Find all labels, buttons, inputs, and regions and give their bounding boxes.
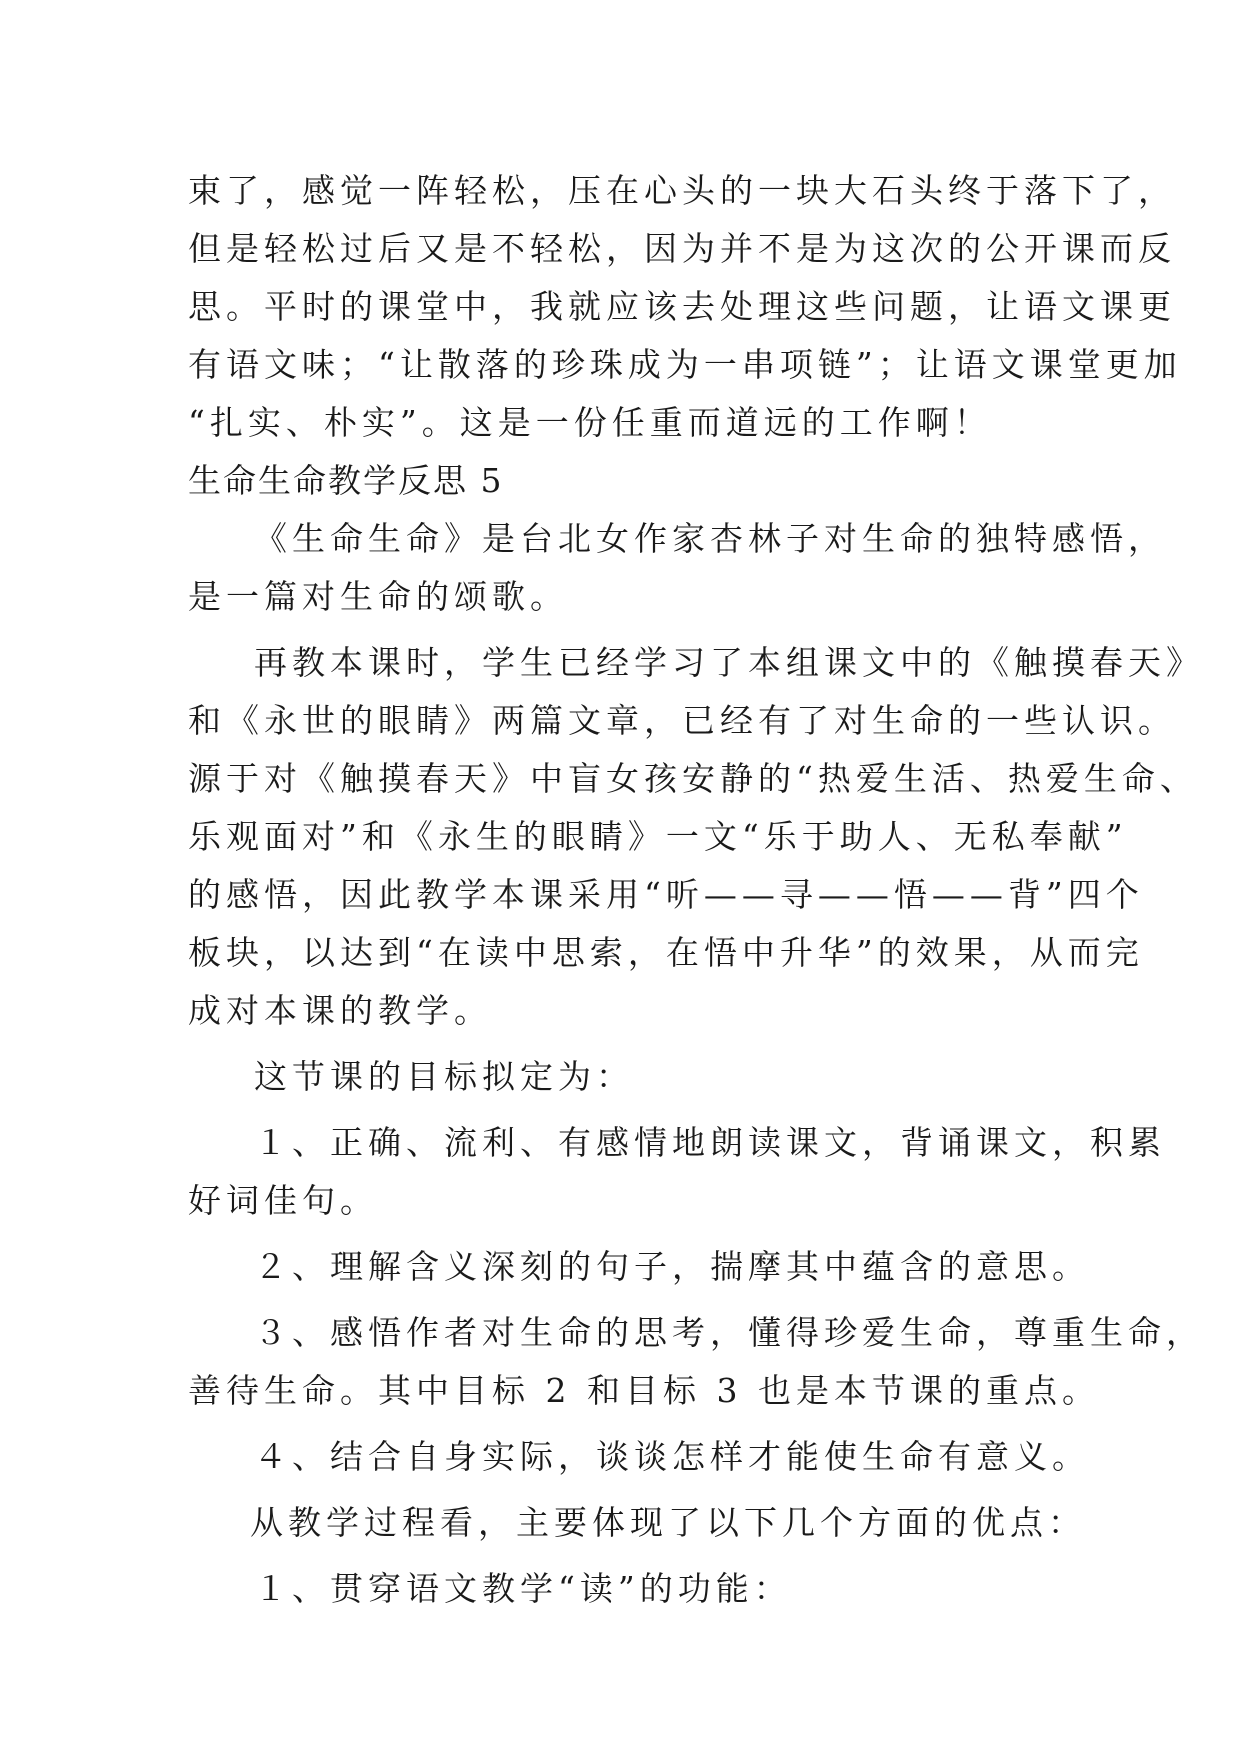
goal-item-4: ４、结合自身实际，谈谈怎样才能使生命有意义。 xyxy=(254,1437,1090,1476)
text-line: 束了，感觉一阵轻松，压在心头的一块大石头终于落下了， xyxy=(188,171,1176,210)
paragraph-line: 成对本课的教学。 xyxy=(188,991,492,1030)
paragraph-line: 源于对《触摸春天》中盲女孩安静的“热爱生活、热爱生命、 xyxy=(188,759,1198,798)
paragraph-line: 《生命生命》是台北女作家杏林子对生命的独特感悟， xyxy=(254,519,1166,558)
goal-item-1: １、正确、流利、有感情地朗读课文，背诵课文，积累 xyxy=(254,1123,1166,1162)
text-line: 思。平时的课堂中，我就应该去处理这些问题，让语文课更 xyxy=(188,287,1176,326)
goal-item-3-cont: 善待生命。其中目标 2 和目标 3 也是本节课的重点。 xyxy=(188,1371,1100,1410)
goal-item-1-cont: 好词佳句。 xyxy=(188,1181,378,1220)
text-line: “扎实、朴实”。这是一份任重而道远的工作啊！ xyxy=(188,403,992,442)
paragraph-line: 乐观面对”和《永生的眼睛》一文“乐于助人、无私奉献” xyxy=(188,817,1128,856)
point-item-1: １、贯穿语文教学“读”的功能： xyxy=(254,1569,792,1608)
document-body xyxy=(188,162,1204,1618)
goal-intro: 这节课的目标拟定为： xyxy=(254,1057,634,1096)
goal-item-3: ３、感悟作者对生命的思考，懂得珍爱生命，尊重生命， xyxy=(254,1313,1204,1352)
process-intro: 从教学过程看，主要体现了以下几个方面的优点： xyxy=(250,1503,1086,1542)
goal-item-2: ２、理解含义深刻的句子，揣摩其中蕴含的意思。 xyxy=(254,1247,1090,1286)
paragraph-line: 是一篇对生命的颂歌。 xyxy=(188,577,568,616)
text-line: 但是轻松过后又是不轻松，因为并不是为这次的公开课而反 xyxy=(188,229,1176,268)
text-line: 有语文味；“让散落的珍珠成为一串项链”；让语文课堂更加 xyxy=(188,345,1182,384)
paragraph-line: 再教本课时，学生已经学习了本组课文中的《触摸春天》 xyxy=(254,643,1204,682)
paragraph-line: 的感悟，因此教学本课采用“听——寻——悟——背”四个 xyxy=(188,875,1144,914)
section-title: 生命生命教学反思 5 xyxy=(188,461,504,500)
paragraph-line: 板块，以达到“在读中思索，在悟中升华”的效果，从而完 xyxy=(188,933,1144,972)
paragraph-line: 和《永世的眼睛》两篇文章，已经有了对生命的一些认识。 xyxy=(188,701,1176,740)
